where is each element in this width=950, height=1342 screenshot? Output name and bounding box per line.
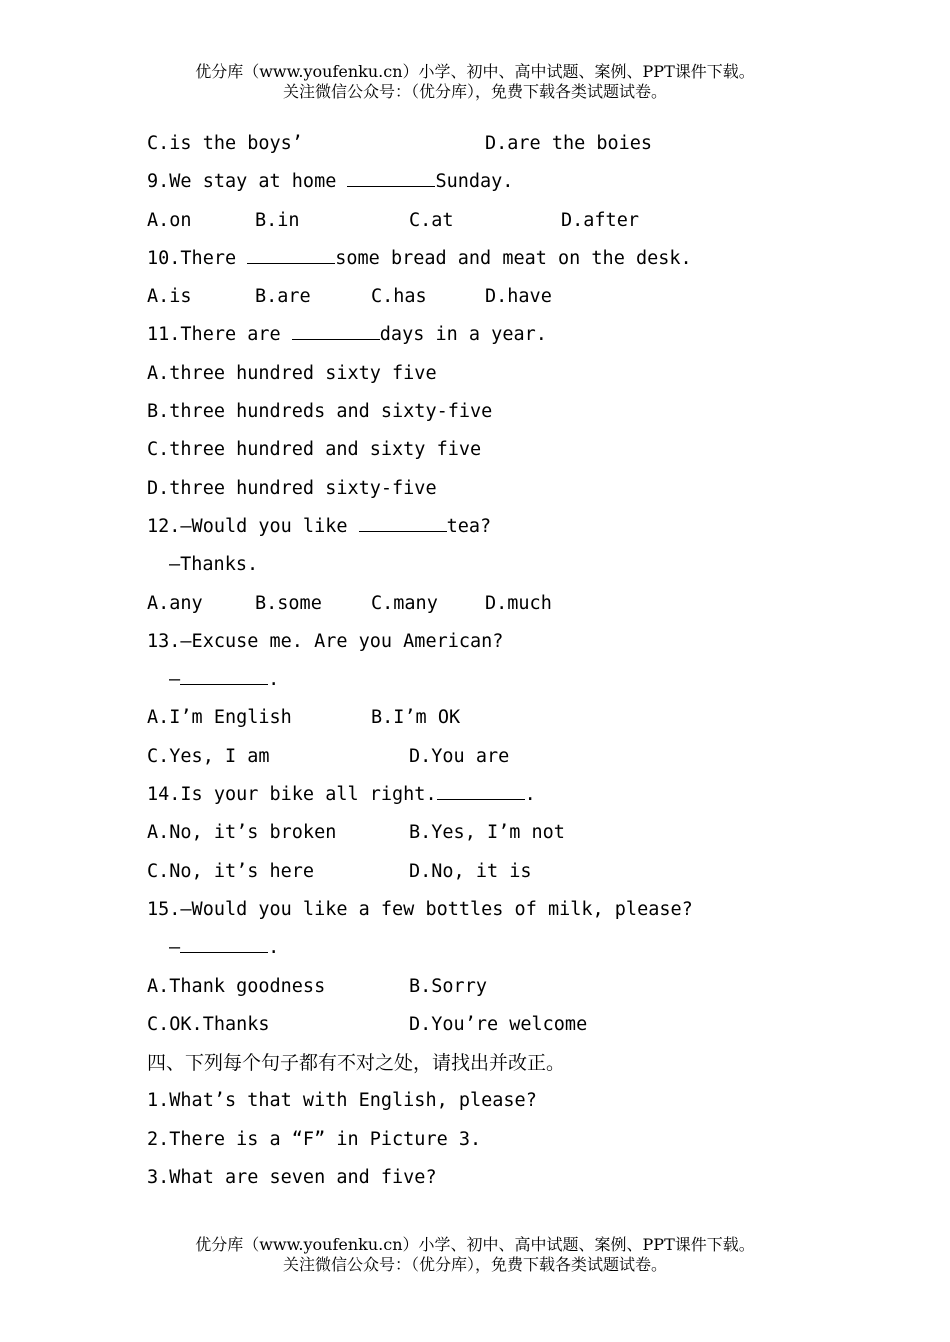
q12-option-c: C.many <box>371 592 438 614</box>
q11-text-post: days in a year. <box>379 324 547 346</box>
q10-option-d: D.have <box>485 286 552 308</box>
q15-option-a: A.Thank goodness <box>147 975 326 997</box>
q10-option-b: B.are <box>255 286 311 308</box>
q15-option-c: C.OK.Thanks <box>147 1013 270 1035</box>
q12-option-b: B.some <box>255 592 322 614</box>
q11-option-b: B.three hundreds and sixty-five <box>147 401 493 423</box>
footer-line-1: 优分库（www.youfenku.cn）小学、初中、高中试题、案例、PPT课件下载。 <box>195 1235 755 1254</box>
q13-reply <box>147 661 867 699</box>
q11-option-d: D.three hundred sixty-five <box>147 477 437 499</box>
page-footer <box>0 1235 950 1275</box>
q11-option-a: A.three hundred sixty five <box>147 362 437 384</box>
q10-option-a: A.is <box>147 286 192 308</box>
q12-option-a: A.any <box>147 592 203 614</box>
q14-option-b: B.Yes, I’m not <box>409 822 565 844</box>
q9-options <box>147 202 867 240</box>
q11-blank <box>292 317 380 340</box>
q14-option-c: C.No, it’s here <box>147 860 315 882</box>
q8-option-c: C.is the boys’ <box>147 133 303 154</box>
q15-options-cd <box>147 1006 867 1044</box>
q15-reply <box>147 929 867 967</box>
q10-options <box>147 278 867 316</box>
question-12 <box>147 508 867 546</box>
q13-option-c: C.Yes, I am <box>147 745 270 767</box>
q10-option-c: C.has <box>371 286 427 308</box>
footer-line-2: 关注微信公众号：（优分库），免费下载各类试题试卷。 <box>282 1255 667 1274</box>
page-header <box>0 62 950 102</box>
q12-reply: —Thanks. <box>169 554 259 576</box>
question-13: 13.—Excuse me. Are you American? <box>147 630 504 652</box>
q14-text-post: . <box>524 784 536 806</box>
q13-option-d: D.You are <box>409 745 510 767</box>
question-10 <box>147 240 867 278</box>
q8-option-d: D.are the boies <box>485 133 653 154</box>
header-line-1: 优分库（www.youfenku.cn）小学、初中、高中试题、案例、PPT课件下载。 <box>195 62 755 81</box>
q14-blank <box>437 777 525 800</box>
q8-options-cd <box>147 125 867 163</box>
question-9 <box>147 163 867 201</box>
q9-blank <box>347 164 435 187</box>
question-15: 15.—Would you like a few bottles of milk, please? <box>147 898 693 920</box>
q14-options-cd <box>147 853 867 891</box>
q12-options <box>147 585 867 623</box>
q13-option-b: B.I’m OK <box>371 707 461 729</box>
q9-text-pre: 9.We stay at home <box>147 171 348 193</box>
q9-option-b: B.in <box>255 209 300 231</box>
q14-text-pre: 14.Is your bike all right. <box>147 784 437 806</box>
q15-options-ab <box>147 968 867 1006</box>
header-line-2: 关注微信公众号：（优分库），免费下载各类试题试卷。 <box>282 82 667 101</box>
q10-text-post: some bread and meat on the desk. <box>335 247 692 269</box>
q13-blank <box>180 662 268 685</box>
q10-text-pre: 10.There <box>147 247 248 269</box>
q9-option-a: A.on <box>147 209 192 231</box>
q15-reply-end: . <box>268 937 280 959</box>
q13-option-a: A.I’m English <box>147 707 292 729</box>
q13-options-ab <box>147 699 867 737</box>
q11-option-c: C.three hundred and sixty five <box>147 439 482 461</box>
q15-option-b: B.Sorry <box>409 975 487 997</box>
q12-blank <box>359 509 447 532</box>
q14-options-ab <box>147 814 867 852</box>
q15-reply-dash: — <box>169 937 181 959</box>
q9-option-c: C.at <box>409 209 454 231</box>
q11-text-pre: 11.There are <box>147 324 292 346</box>
q14-option-a: A.No, it’s broken <box>147 822 337 844</box>
q15-option-d: D.You’re welcome <box>409 1013 588 1035</box>
q15-blank <box>180 930 268 953</box>
q12-option-d: D.much <box>485 592 552 614</box>
q14-option-d: D.No, it is <box>409 860 532 882</box>
q13-options-cd <box>147 738 867 776</box>
section-4-title: 四、下列每个句子都有不对之处，请找出并改正。 <box>147 1052 566 1075</box>
question-body <box>147 125 867 1197</box>
section-4-item-2: 2.There is a “F” in Picture 3. <box>147 1128 482 1150</box>
q9-text-post: Sunday. <box>435 171 514 193</box>
section-4-item-3: 3.What are seven and five? <box>147 1167 437 1189</box>
q12-text-pre: 12.—Would you like <box>147 515 359 537</box>
q9-option-d: D.after <box>561 209 639 231</box>
q12-text-post: tea? <box>446 515 492 537</box>
question-11 <box>147 316 867 354</box>
section-4-item-1: 1.What’s that with English, please? <box>147 1090 537 1112</box>
q13-reply-end: . <box>268 669 280 691</box>
question-14 <box>147 776 867 814</box>
q10-blank <box>247 241 335 264</box>
q13-reply-dash: — <box>169 669 181 691</box>
